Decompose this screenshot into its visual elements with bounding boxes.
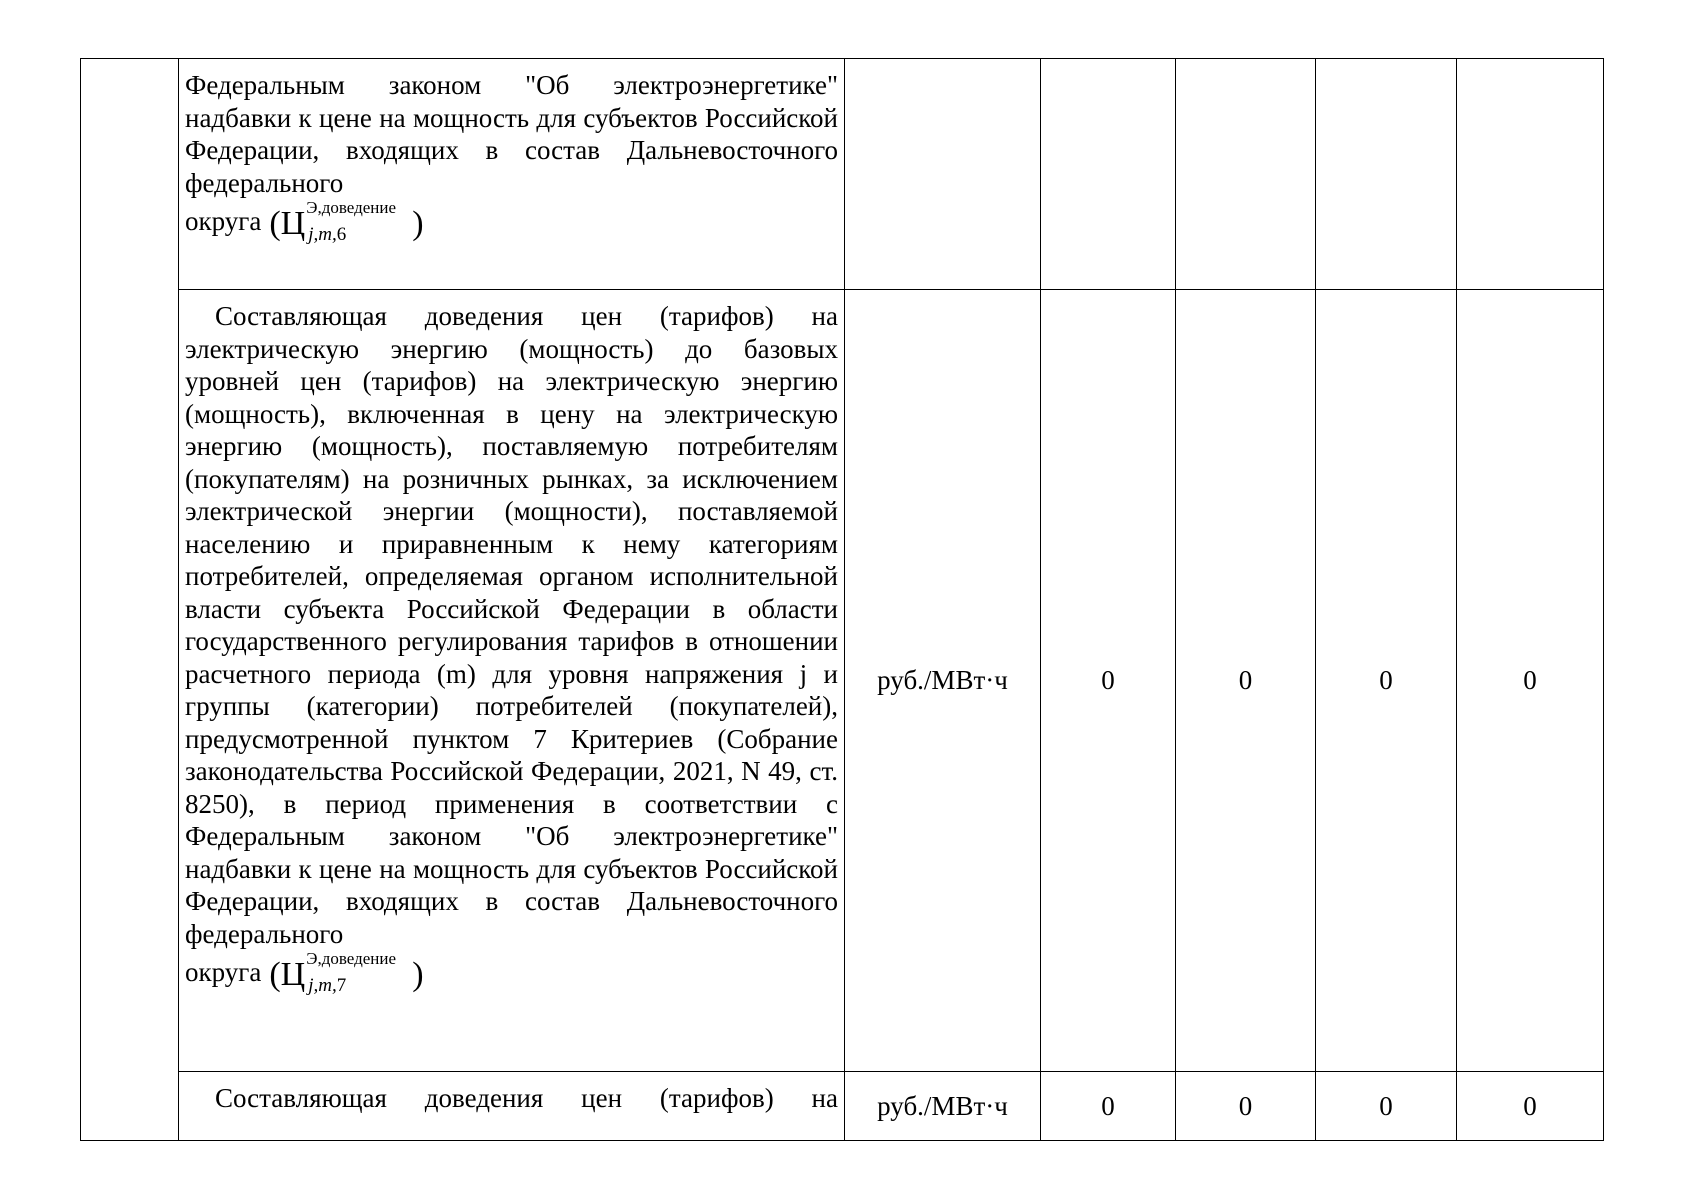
row-description-tail <box>185 949 838 998</box>
tail-text: округа <box>185 206 262 237</box>
value-cell: 0 <box>1457 1072 1604 1141</box>
value-cell: 0 <box>1041 290 1176 1072</box>
row-description-text: Составляющая доведения цен (тарифов) на электрическую энергию (мощность) до базовых уровней цен (тарифов) на электрическую энергию (мощность), включенная в цену на электрическую энергию (мощность), поставляемую потребителям (покупателям) на розничных рынках, за исключением электрической энергии (мощности), поставляемой населению и приравненным к нему категориям потребителей, определяемая органом исполнительной власти субъекта Российской Федерации в области государственного регулирования тарифов в отношении расчетного периода (m) для уровня напряжения j и группы (категории) потребителей (покупателей), предусмотренной пунктом 7 Критериев (Собрание законодательства Российской Федерации, 2021, N 49, ст. 8250), в период применения в соответствии с Федеральным законом "Об электроэнергетике" надбавки к цене на мощность для субъектов Российской Федерации, входящих в состав Дальневосточного федерального <box>185 301 838 949</box>
value-cell: 0 <box>1457 290 1604 1072</box>
row-description-cell <box>179 1072 845 1141</box>
formula: (Ц Э,доведение j,m,6 ) <box>269 198 424 245</box>
row-index-cell <box>81 59 179 290</box>
formula-subscript-vars: j,m, <box>308 975 337 996</box>
row-description-tail <box>185 198 838 247</box>
row-index-cell <box>81 1072 179 1141</box>
unit-cell: руб./МВт·ч <box>845 290 1041 1072</box>
table-row <box>81 59 1604 290</box>
tail-text: округа <box>185 957 262 988</box>
table-row <box>81 1072 1604 1141</box>
formula-base: Ц <box>280 955 306 993</box>
row-index-cell <box>81 290 179 1072</box>
table-row <box>81 290 1604 1072</box>
row-description-cell <box>179 290 845 1072</box>
tariff-table <box>80 58 1604 1141</box>
value-cell <box>1176 59 1316 290</box>
formula-superscript: Э,доведение <box>306 198 397 217</box>
unit-cell: руб./МВт·ч <box>845 1072 1041 1141</box>
value-cell <box>1457 59 1604 290</box>
value-cell <box>1316 59 1457 290</box>
row-description-text: Федеральным законом "Об электроэнергетике" надбавки к цене на мощность для субъектов Российской Федерации, входящих в состав Дальневосточного федерального <box>185 70 838 198</box>
value-cell: 0 <box>1176 1072 1316 1141</box>
value-cell <box>1041 59 1176 290</box>
value-cell: 0 <box>1316 1072 1457 1141</box>
formula-subscript-index: 7 <box>336 975 347 996</box>
row-description-cell <box>179 59 845 290</box>
formula-subscript-vars: j,m, <box>308 224 337 245</box>
row-description-text: Составляющая доведения цен (тарифов) на <box>215 1083 838 1113</box>
formula-superscript: Э,доведение <box>306 949 397 968</box>
formula-subscript-index: 6 <box>336 224 347 245</box>
formula-base: Ц <box>280 204 306 242</box>
value-cell: 0 <box>1316 290 1457 1072</box>
value-cell: 0 <box>1176 290 1316 1072</box>
unit-cell <box>845 59 1041 290</box>
formula: (Ц Э,доведение j,m,7 ) <box>269 949 424 996</box>
value-cell: 0 <box>1041 1072 1176 1141</box>
